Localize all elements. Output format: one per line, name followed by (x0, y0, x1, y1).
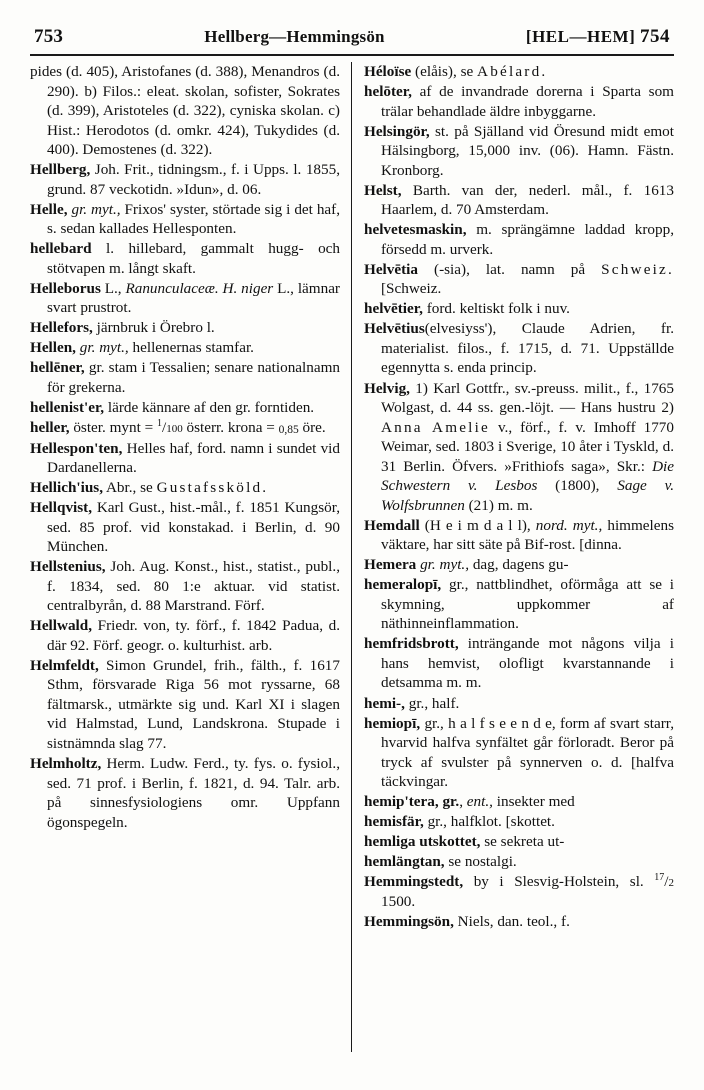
dictionary-entry: Helvētius(elvesiyss'), Claude Adrien, fr. materialist. filos., f. 1715, d. 71. Uppställde egennytta s. enda princip. (364, 320, 674, 377)
dictionary-entry: Hemmingsön, Niels, dan. teol., f. (364, 912, 570, 930)
dictionary-entry: hemliga utskottet, se sekreta ut- (364, 833, 565, 851)
dictionary-entry: Helvig, 1) Karl Gottfr., sv.-preuss. milit., f., 1765 Wolgast, d. 44 ss. gen.-löjt. — Hans hustru 2) Anna Amelie v., förf., f. v. Imhoff 1770 Weimar, sed. 1803 i Sverige, 10 åter i Tyskld, d. 31 Berlin. Öfvers. »Frithiofs saga», Skr.: Die Schwestern v. Lesbos (1800), Sage v. Wolfsbrunnen (21) m. m. (364, 379, 674, 514)
header-catchword-group (526, 26, 670, 48)
dictionary-entry: Hellstenius, Joh. Aug. Konst., hist., statist., publ., f. 1834, sed. 80 1:e aktuar. vid statist. centralbyrån, d. 88 Marstrand. Förf. (30, 558, 340, 615)
dictionary-entry: hemeralopī, gr., nattblindhet, oförmåga att se i skymning, uppkommer af näthinneinflammation. (364, 576, 674, 633)
dictionary-entry: Helmholtz, Herm. Ludw. Ferd., ty. fys. o. fysiol., sed. 71 prof. i Berlin, f. 1821, d. 94. Talr. arb. på sinnesfysiologiens omr. Uppfann ögonspegeln. (30, 755, 340, 831)
column-left (30, 62, 352, 1052)
dictionary-entry: Helst, Barth. van der, nederl. mål., f. 1613 Haarlem, d. 70 Amsterdam. (364, 181, 674, 219)
running-head: Hellberg—Hemmingsön (204, 27, 385, 46)
header-rule (30, 54, 674, 56)
page-number-right: 754 (640, 26, 670, 47)
page-header (0, 0, 704, 52)
dictionary-entry: Hemdall (H e i m d a l l), nord. myt., himmelens väktare, har sitt säte på Bif-rost. [dinna. (364, 516, 674, 554)
dictionary-entry: Hellwald, Friedr. von, ty. förf., f. 1842 Padua, d. där 92. Förf. geogr. o. kulturhist. arb. (30, 617, 340, 654)
dictionary-entry: hemip'tera, gr., ent., insekter med (364, 793, 575, 811)
dictionary-entry: Hemmingstedt, by i Slesvig-Holstein, sl. $^{17}$/2 1500. (364, 872, 674, 910)
dictionary-entry: Helle, gr. myt., Frixos' syster, störtade sig i det haf, s. sedan kallades Hellesponten. (30, 200, 341, 238)
dictionary-entry: Hemera gr. myt., dag, dagens gu- (364, 556, 569, 574)
dictionary-entry: hemlängtan, se nostalgi. (364, 853, 517, 871)
dictionary-entry: Helmfeldt, Simon Grundel, frih., fälth., f. 1617 Sthm, försvarade Riga 56 mot ryssarne, 68 fältmarsk., utmärkte sig und. Karl XI i slagen vid Halmstad, Lund, Landskrona. Stupade i sistnämnda slag 77. (30, 656, 340, 752)
dictionary-entry: Hellqvist, Karl Gust., hist.-mål., f. 1851 Kungsör, sed. 85 prof. vid konstakad. i Berlin, d. 90 München. (30, 499, 340, 556)
dictionary-entry: helōter, af de invandrade dorerna i Sparta som trälar behandlade äldre inbyggarne. (364, 83, 674, 120)
dictionary-entry: Helleborus L., Ranunculaceæ. H. niger L., lämnar svart prustrot. (30, 279, 340, 317)
dictionary-entry: Hellich'ius, Abr., se Gustafssköld. (30, 479, 269, 497)
page-number-left: 753 (34, 26, 64, 47)
dictionary-entry: Helvētia (-sia), lat. namn på Schweiz. [Schweiz. (364, 260, 674, 298)
dictionary-entry: helvētier, ford. keltiskt folk i nuv. (364, 300, 570, 318)
dictionary-entry: Héloïse (elåis), se Abélard. (364, 63, 548, 80)
dictionary-entry: heller, öster. mynt = $^1$/100 österr. krona = 0,85 öre. (30, 418, 326, 437)
dictionary-entry: hellebard l. hillebard, gammalt hugg- och stötvapen m. långt skaft. (30, 240, 340, 277)
dictionary-entry: hellēner, gr. stam i Tessalien; senare nationalnamn för grekerna. (30, 359, 340, 396)
dictionary-entry: Hellen, gr. myt., hellenernas stamfar. (30, 339, 254, 357)
dictionary-entry: Hellberg, Joh. Frit., tidningsm., f. i Upps. l. 1855, grund. 87 veckotidn. »Idun», d. 06. (30, 161, 340, 198)
dictionary-entry: Helsingör, st. på Själland vid Öresund midt emot Hälsingborg, 15,000 inv. (06). Hamn. Fästn. Kronborg. (364, 122, 674, 179)
dictionary-entry: Hellespon'ten, Helles haf, ford. namn i sundet vid Dardanellerna. (30, 439, 340, 477)
catchword: [HEL—HEM] (525, 27, 636, 46)
dictionary-entry: hemi-, gr., half. (364, 694, 460, 712)
dictionary-entry: Hellefors, järnbruk i Örebro l. (30, 319, 215, 337)
dictionary-entry: hemfridsbrott, inträngande mot någons vilja i hans hemvist, olofligt kvarstannande i detsamma m. m. (364, 635, 674, 692)
dictionary-entry: hellenist'er, lärde kännare af den gr. forntiden. (30, 399, 315, 417)
dictionary-entry: hemisfär, gr., halfklot. [skottet. (364, 813, 555, 831)
column-right (352, 62, 674, 1052)
dictionary-entry: pides (d. 405), Aristofanes (d. 388), Menandros (d. 290). b) Filos.: eleat. skolan, sofister, Sokrates (d. 399), Aristoteles (d. 322), cyniska skolan. c) Hist.: Herodotos (d. omkr. 424), Tukydides (d. 400). Demostenes (d. 322). (30, 63, 340, 159)
dictionary-entry: hemiopī, gr., h a l f s e e n d e, form af svart starr, hvarvid halfva synfältet går förloradt. Beror på tryck af svulster på synnerven o. d. [halfva täckvingar. (364, 714, 674, 791)
text-columns (30, 62, 674, 1052)
dictionary-entry: helvetesmaskin, m. sprängämne laddad kropp, försedd m. urverk. (364, 221, 674, 258)
